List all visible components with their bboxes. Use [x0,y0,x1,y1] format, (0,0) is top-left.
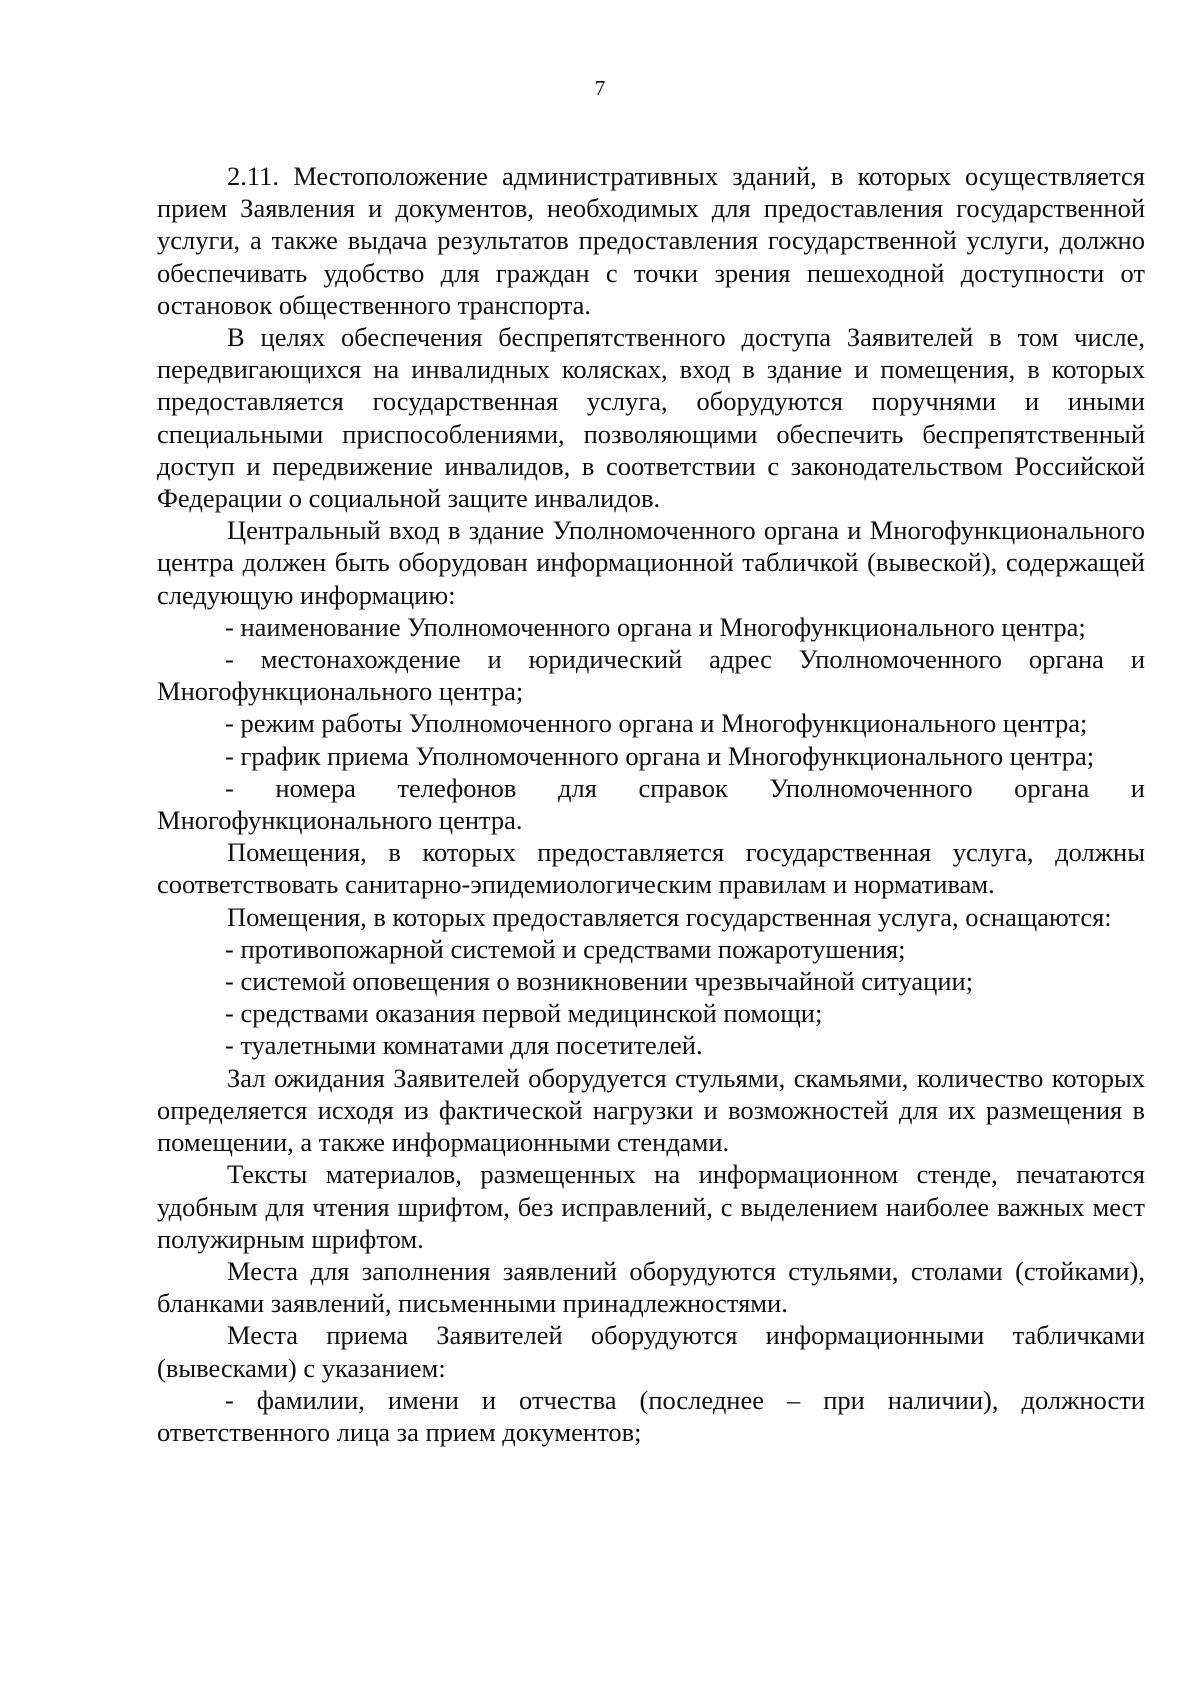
list-item-organization-name: - наименование Уполномоченного органа и Многофункционального центра; [225,611,1086,642]
paragraph-accessibility: В целях обеспечения беспрепятственного доступа Заявителей в том числе, передвигающихся на инвалидных колясках, вход в здание и помещения, в которых предоставляется государственная услуга, оборудуются поручнями и иными специальными приспособлениями, позволяющими обеспечить беспрепятственный доступ и передвижение инвалидов, в соответствии с законодательством Российской Федерации о социальной защите инвалидов. [157,322,1145,514]
list-item-emergency-alert: - системой оповещения о возникновении чрезвычайной ситуации; [225,966,974,997]
paragraph-location-buildings: 2.11. Местоположение административных зданий, в которых осуществляется прием Заявления и документов, необходимых для предоставления государственной услуги, а также выдача результатов предоставления государственной услуги, должно обеспечивать удобство для граждан с точки зрения пешеходной доступности от остановок общественного транспорта. [157,161,1145,320]
paragraph-premises-equipment: Помещения, в которых предоставляется государственная услуга, оснащаются: [227,901,1112,932]
list-item-work-schedule: - режим работы Уполномоченного органа и Многофункционального центра; [225,708,1088,739]
paragraph-stand-texts: Тексты материалов, размещенных на информационном стенде, печатаются удобным для чтения шрифтом, без исправлений, с выделением наиболее важных мест полужирным шрифтом. [157,1159,1145,1254]
list-item-legal-address: - местонахождение и юридический адрес Уполномоченного органа и Многофункционального центра; [157,644,1145,707]
list-item-phone-numbers: - номера телефонов для справок Уполномоченного органа и Многофункционального центра. [157,772,1145,836]
list-item-responsible-person: - фамилии, имени и отчества (последнее – при наличии), должности ответственного лица за прием документов; [157,1384,1145,1447]
paragraph-central-entrance: Центральный вход в здание Уполномоченного органа и Многофункционального центра должен быть оборудован информационной табличкой (вывеской), содержащей следующую информацию: [157,515,1145,610]
paragraph-waiting-hall: Зал ожидания Заявителей оборудуется стульями, скамьями, количество которых определяется исходя из фактической нагрузки и возможностей для их размещения в помещении, а также информационными стендами. [157,1062,1145,1158]
document-body [157,160,1145,1448]
list-item-toilets: - туалетными комнатами для посетителей. [225,1030,703,1061]
paragraph-reception-signs: Места приема Заявителей оборудуются информационными табличками (вывесками) с указанием: [157,1320,1145,1383]
paragraph-filling-places: Места для заполнения заявлений оборудуются стульями, столами (стойками), бланками заявлений, письменными принадлежностями. [157,1255,1145,1319]
list-item-first-aid: - средствами оказания первой медицинской помощи; [225,998,823,1029]
list-item-fire-system: - противопожарной системой и средствами пожаротушения; [225,933,906,964]
page-number: 7 [594,76,606,100]
list-item-reception-schedule: - график приема Уполномоченного органа и Многофункционального центра; [225,740,1095,771]
paragraph-sanitary-rules: Помещения, в которых предоставляется государственная услуга, должны соответствовать санитарно-эпидемиологическим правилам и нормативам. [157,837,1145,900]
